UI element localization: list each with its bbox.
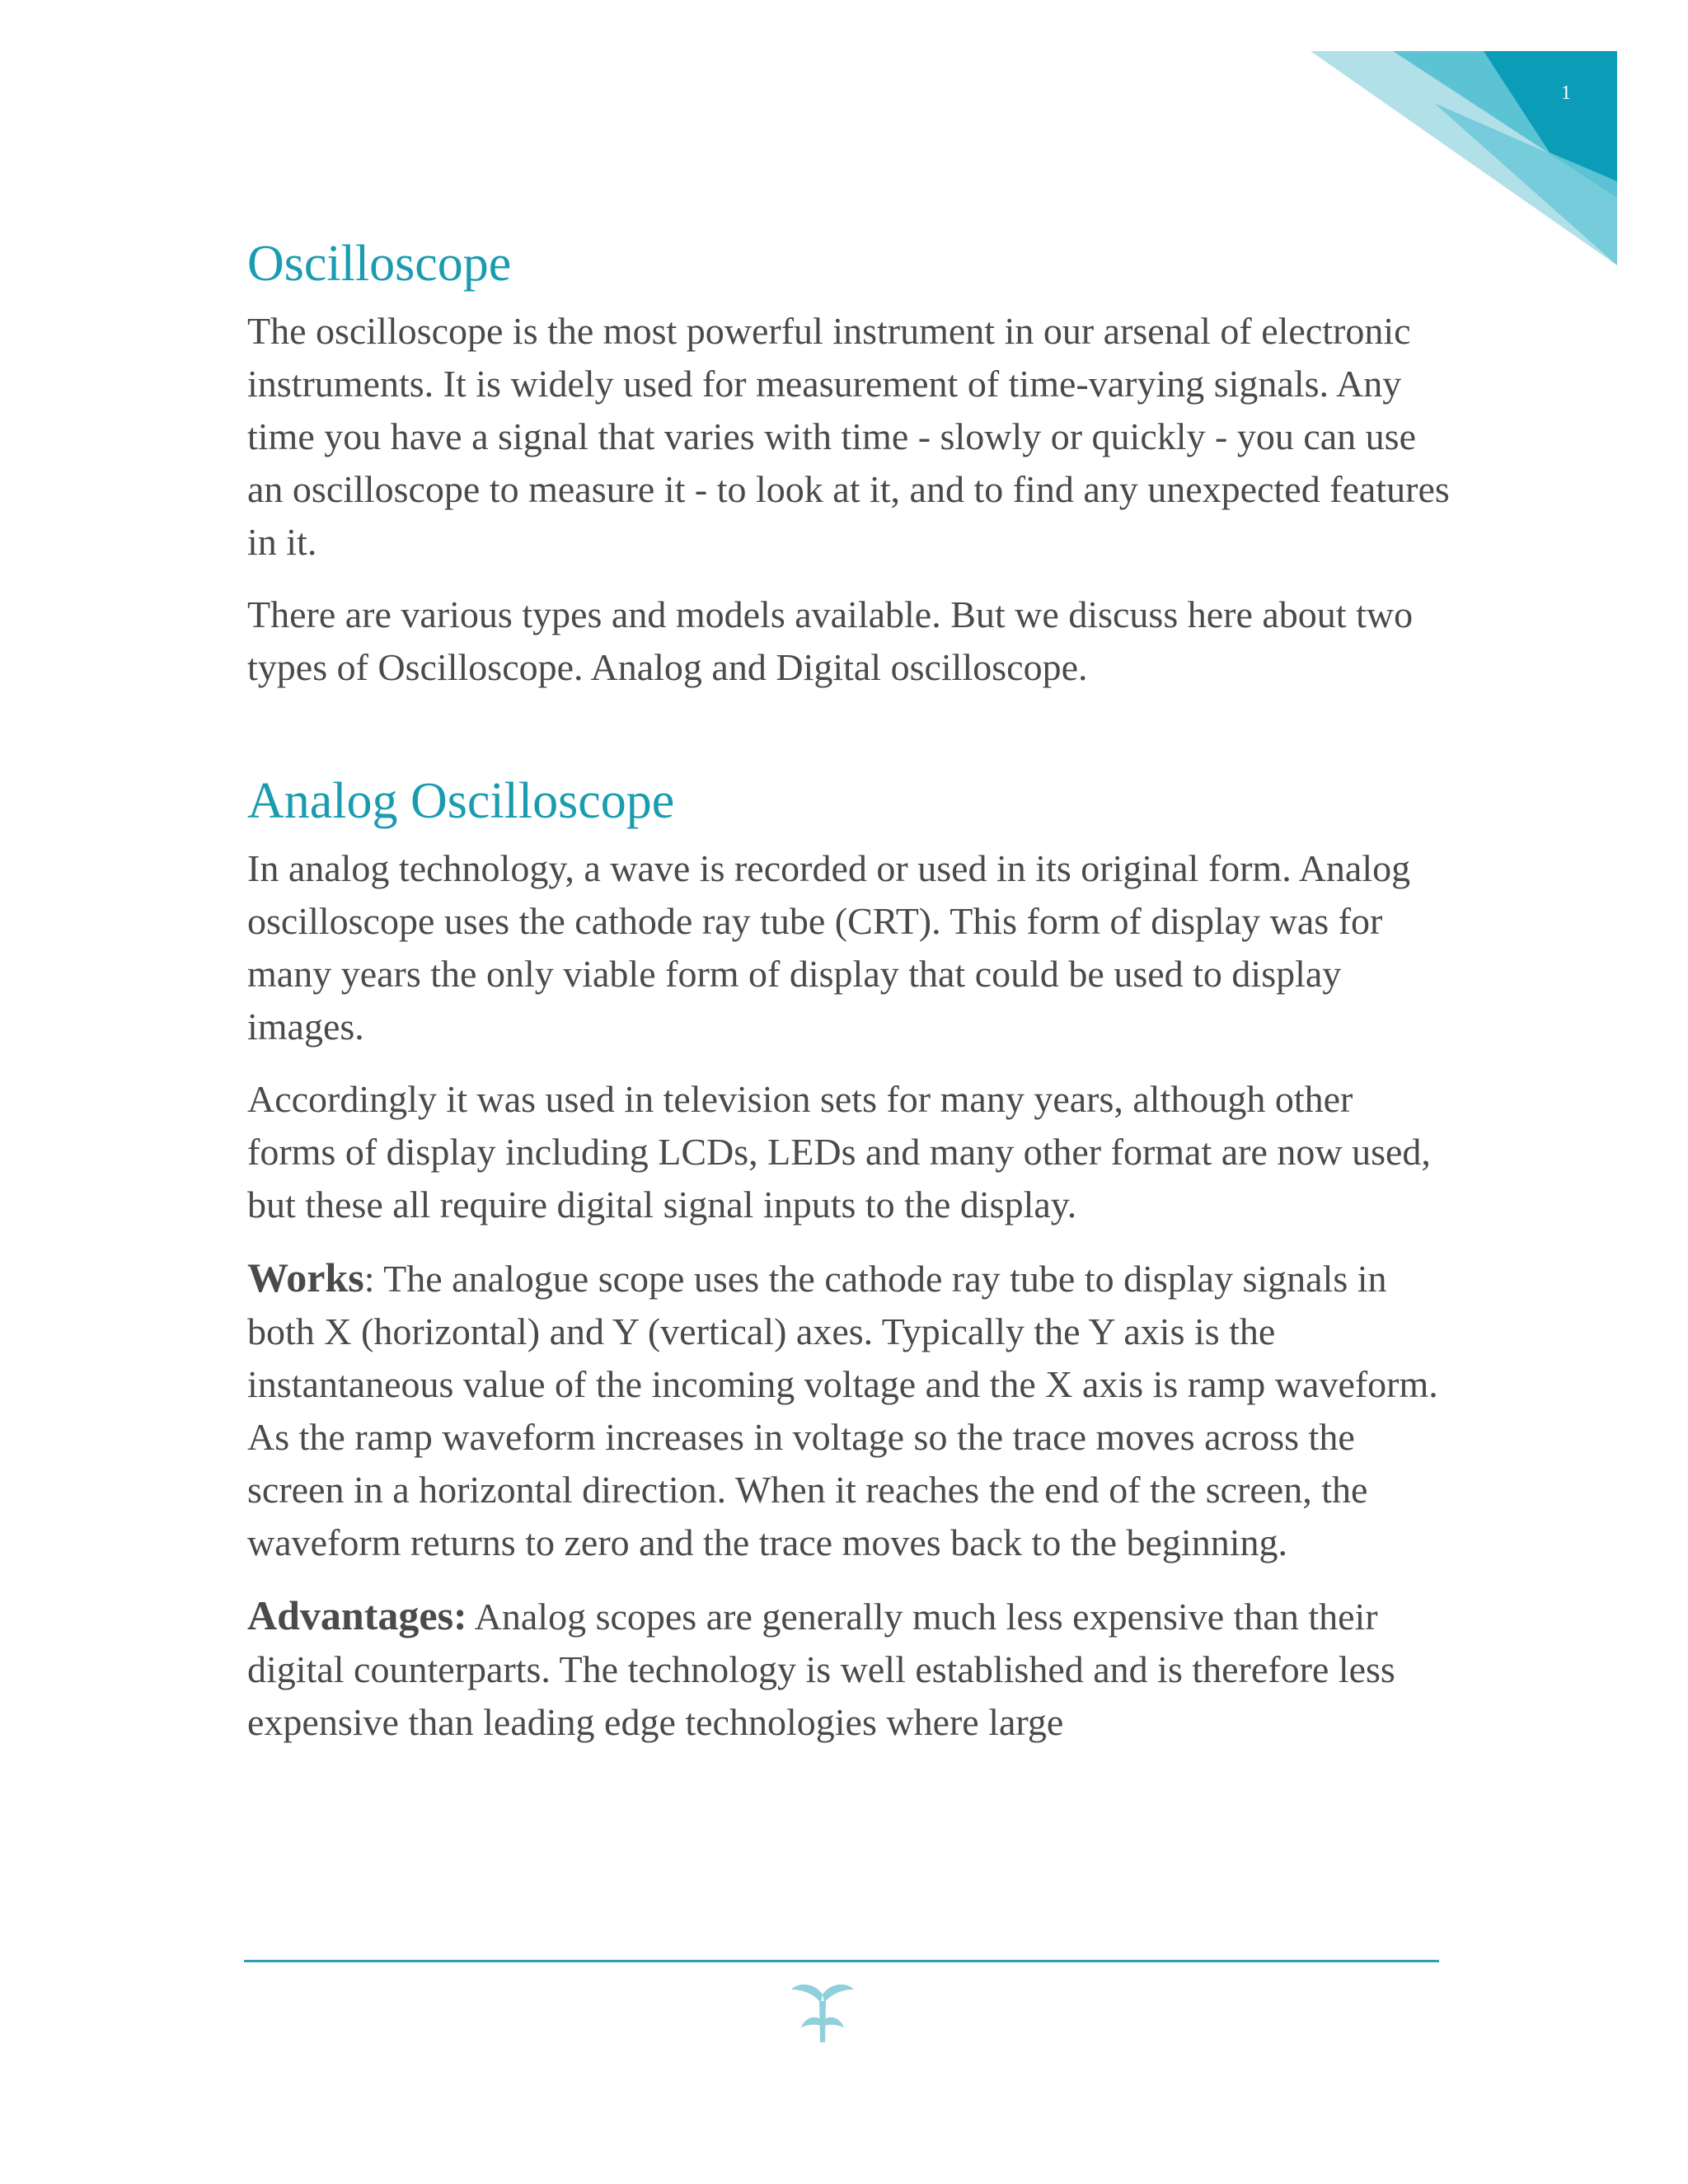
works-label: Works xyxy=(247,1254,364,1301)
paragraph-television: Accordingly it was used in television sets for many years, although other forms of display including LCDs, LEDs and many other format are now used, but these all require digital signal inputs to the display. xyxy=(247,1078,1431,1226)
advantages-label: Advantages: xyxy=(247,1592,467,1638)
paragraph-works-continuation: As the ramp waveform increases in voltage so the trace moves across the screen in a horizontal direction. When it reaches the end of the screen, the waveform returns to zero and the trace moves back to the beginning. xyxy=(247,1416,1368,1563)
paragraph-intro: The oscilloscope is the most powerful instrument in our arsenal of electronic instruments. It is widely used for measurement of time-varying signals. Any time you have a signal that varies with time - slowly or quickly - you can use an oscilloscope to measure it - to look at it, and to find any unexpected features in it. xyxy=(247,310,1450,563)
paragraph-advantages xyxy=(247,1589,1451,1749)
paragraph-analog-technology: In analog technology, a wave is recorded or used in its original form. Analog oscilloscope uses the cathode ray tube (CRT). This form of display was for many years the only viable form of display that could be used to display images. xyxy=(247,847,1411,1047)
paragraph-types: There are various types and models available. But we discuss here about two types of Oscilloscope. Analog and Digital oscilloscope. xyxy=(247,593,1414,688)
page-number: 1 xyxy=(1561,82,1571,104)
section-heading-oscilloscope: Oscilloscope xyxy=(247,236,512,292)
leaf-logo-icon xyxy=(790,1978,856,2048)
works-separator: : xyxy=(363,1258,375,1300)
section-heading-analog: Analog Oscilloscope xyxy=(247,773,675,829)
document-body xyxy=(247,231,1451,1769)
works-text: The analogue scope uses the cathode ray tube to display signals in both X (horizontal) and Y (vertical) axes. Typically the Y axis is the instantaneous value of the incoming voltage and the X axis is ramp waveform. xyxy=(247,1258,1438,1405)
paragraph-works xyxy=(247,1251,1451,1411)
footer-divider xyxy=(244,1960,1439,1962)
advantages-text: Analog scopes are generally much less expensive than their digital counterparts. The technology is well established and is therefore less expensive than leading edge technologies where large xyxy=(247,1596,1395,1743)
